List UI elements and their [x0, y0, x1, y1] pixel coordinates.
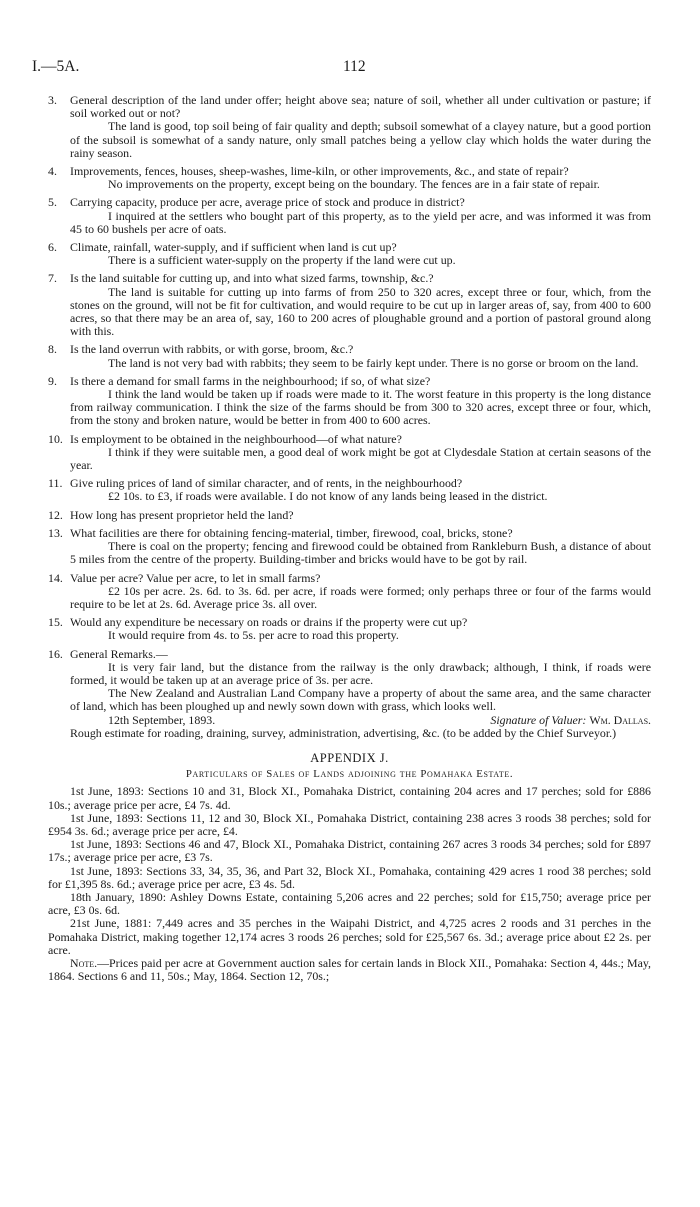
appendix-subtitle: Particulars of Sales of Lands adjoining the Pomahaka Estate.: [185, 768, 514, 781]
answer-block: [70, 254, 651, 267]
answer-paragraph: I think if they were suitable men, a good deal of work might be got at Clydesdale Station at certain seasons of the year.: [70, 444, 651, 473]
question-label: Is the land suitable for cutting up, and into what sized farms, township, &c.?: [70, 271, 434, 286]
question-text: [48, 165, 651, 178]
signature-label: Signature of Valuer:: [490, 712, 587, 727]
question-text: [48, 433, 651, 446]
question-item: [48, 94, 651, 160]
sales-list: [48, 785, 651, 957]
document-reference: I.—5A.: [32, 58, 80, 75]
question-label: Give ruling prices of land of similar character, and of rents, in the neighbourhood?: [70, 476, 463, 491]
question-number: 13.: [48, 525, 63, 540]
question-item: [48, 165, 651, 191]
answer-paragraph: It would require from 4s. to 5s. per acre to road this property.: [108, 628, 399, 643]
rough-estimate: Rough estimate for roading, draining, survey, administration, advertising, &c. (to be added by the Chief Surveyor.): [70, 725, 617, 740]
answer-block: [70, 585, 651, 611]
question-item: [48, 343, 651, 369]
sale-entry: 1st June, 1893: Sections 10 and 31, Block XI., Pomahaka District, containing 204 acres and 17 perches; sold for £886 10s.; average price per acre, £4 7s. 4d.: [48, 784, 651, 812]
question-number: 5.: [48, 195, 57, 210]
page-number: 112: [343, 58, 366, 75]
answer-block: [70, 357, 651, 370]
answer-block: [70, 178, 651, 191]
question-label: Would any expenditure be necessary on roads or drains if the property were cut up?: [70, 615, 468, 630]
question-item: [48, 196, 651, 236]
answer-paragraph: The New Zealand and Australian Land Company have a property of about the same area, and the same character of land, which has been ploughed up and newly sown down with grass, which looks well.: [70, 686, 651, 714]
answer-block: [70, 446, 651, 472]
question-label: Carrying capacity, produce per acre, average price of stock and produce in district?: [70, 195, 465, 210]
question-label: How long has present proprietor held the land?: [70, 507, 294, 522]
question-number: 3.: [48, 93, 57, 107]
valuer-name: Wm. Dallas.: [589, 712, 651, 727]
answer-paragraph: There is coal on the property; fencing and firewood could be obtained from Rankleburn Bush, a distance of about 5 miles from the centre of the property. Building-timber and bricks would have to be got by rail.: [70, 539, 651, 567]
question-label: Improvements, fences, houses, sheep-washes, lime-kiln, or other improvements, &c., and state of repair?: [70, 164, 569, 179]
question-item: [48, 527, 651, 567]
question-label: What facilities are there for obtaining fencing-material, timber, firewood, coal, bricks, stone?: [70, 525, 513, 540]
question-text: [48, 477, 651, 490]
question-number: 8.: [48, 342, 57, 357]
questionnaire: [48, 94, 651, 714]
question-text: [48, 527, 651, 540]
sale-entry: 18th January, 1890: Ashley Downs Estate, containing 5,206 acres and 22 perches; sold for £15,750; average price per acre, £3 0s. 6d.: [48, 889, 651, 918]
question-number: 15.: [48, 615, 63, 630]
answer-block: [70, 629, 651, 642]
question-number: 4.: [48, 164, 57, 179]
appendix-title: APPENDIX J.: [310, 750, 389, 765]
question-item: [48, 572, 651, 612]
question-label: Is there a demand for small farms in the neighbourhood; if so, of what size?: [70, 373, 431, 388]
page-header: [32, 58, 656, 80]
answer-block: [70, 210, 651, 236]
answer-paragraph: The land is suitable for cutting up into farms of from 250 to 320 acres, except three or four, which, from the stones on the ground, will not be fit for cultivation, and would require to be cut up in larger areas of, say, from 400 to 600 acres, so that there may be an area of, say, 160 to 200 acres of ploughable ground and a portion of pastoral ground along with this.: [70, 284, 651, 339]
sale-entry: 1st June, 1893: Sections 11, 12 and 30, Block XI., Pomahaka District, containing 238 acres 3 roods 38 perches; sold for £954 3s. 6d.; average price per acre, £4.: [48, 810, 651, 838]
question-item: [48, 375, 651, 428]
question-number: 10.: [48, 431, 63, 446]
signature-date: 12th September, 1893.: [108, 712, 216, 727]
answer-paragraph: The land is good, top soil being of fair quality and depth; subsoil somewhat of a clayey nature, but a good portion of the subsoil is somewhat of a sandy nature, only small patches being a yellow clay which holds the water during the rainy season.: [70, 119, 651, 160]
question-text: [48, 94, 651, 120]
question-text: [48, 616, 651, 629]
answer-block: [70, 661, 651, 714]
question-text: [48, 375, 651, 388]
question-number: 12.: [48, 507, 63, 522]
sale-entry: 21st June, 1881: 7,449 acres and 35 perches in the Waipahi District, and 4,725 acres 2 roods and 31 perches in the Pomahaka District, making together 12,174 acres 3 roods 26 perches; sold for £25,567 6s. 3d.; average price about £2 2s. per acre.: [48, 916, 651, 957]
question-number: 6.: [48, 240, 57, 255]
question-text: [48, 572, 651, 585]
question-item: [48, 509, 651, 522]
answer-paragraph: There is a sufficient water-supply on the property if the land were cut up.: [108, 253, 456, 268]
answer-block: [70, 286, 651, 339]
question-label: General description of the land under offer; height above sea; nature of soil, whether all under cultivation or pasture; if soil worked out or not?: [70, 93, 651, 121]
question-item: [48, 616, 651, 642]
question-number: 16.: [48, 646, 63, 661]
answer-paragraph: The land is not very bad with rabbits; they seem to be fairly kept under. There is no gorse or broom on the land.: [108, 355, 639, 370]
question-label: General Remarks.—: [70, 646, 168, 661]
question-item: [48, 433, 651, 473]
question-label: Climate, rainfall, water-supply, and if sufficient when land is cut up?: [70, 240, 397, 255]
question-number: 7.: [48, 271, 57, 286]
answer-block: [70, 388, 651, 428]
question-text: [48, 272, 651, 285]
question-label: Is employment to be obtained in the neighbourhood—of what nature?: [70, 431, 402, 446]
answer-paragraph: It is very fair land, but the distance from the railway is the only drawback; although, I think, if roads were formed, it would be taken up at an average price of 3s. per acre.: [70, 659, 651, 687]
question-text: [48, 509, 651, 522]
question-number: 9.: [48, 373, 57, 388]
question-text: [48, 648, 651, 661]
appendix-note: Note.—Prices paid per acre at Government auction sales for certain lands in Block XII., Pomahaka: Section 4, 44s.; May, 1864. Sections 6 and 11, 50s.; May, 1864. Section 12, 70s.;: [48, 955, 651, 984]
document-body: [48, 89, 651, 983]
question-text: [48, 196, 651, 209]
answer-paragraph: I think the land would be taken up if roads were made to it. The worst feature in this property is the long distance from railway communication. I think the size of the farms should be from 300 to 320 acres, except three or four, which, from the stony and broken nature, would be better in from 400 to 600 acres.: [70, 387, 651, 428]
question-item: [48, 241, 651, 267]
answer-paragraph: £2 10s. to £3, if roads were available. I do not know of any lands being leased in the district.: [108, 489, 548, 504]
answer-block: [70, 490, 651, 503]
question-item: [48, 477, 651, 503]
sale-entry: 1st June, 1893: Sections 33, 34, 35, 36, and Part 32, Block XI., Pomahaka, containing 429 acres 1 rood 38 perches; sold for £1,395 8s. 6d.; average price per acre, £3 4s. 5d.: [48, 863, 651, 891]
answer-paragraph: No improvements on the property, except being on the boundary. The fences are in a fair state of repair.: [108, 177, 600, 192]
answer-block: [70, 120, 651, 160]
question-number: 11.: [48, 476, 63, 491]
question-label: Value per acre? Value per acre, to let in small farms?: [70, 570, 321, 585]
question-item: [48, 272, 651, 338]
question-number: 14.: [48, 570, 63, 585]
question-text: [48, 241, 651, 254]
sale-entry: 1st June, 1893: Sections 46 and 47, Block XI., Pomahaka District, containing 267 acres 3 roods 34 perches; sold for £897 17s.; average price per acre, £3 7s.: [48, 837, 651, 865]
question-label: Is the land overrun with rabbits, or with gorse, broom, &c.?: [70, 342, 354, 357]
question-item: [48, 648, 651, 714]
answer-paragraph: I inquired at the settlers who bought part of this property, as to the yield per acre, and was informed it was from 45 to 60 bushels per acre of oats.: [70, 208, 651, 236]
answer-block: [70, 540, 651, 566]
question-text: [48, 343, 651, 356]
answer-paragraph: £2 10s per acre. 2s. 6d. to 3s. 6d. per acre, if roads were formed; only perhaps three or four of the farms would require to be let at 2s. 6d. Average price 3s. all over.: [70, 583, 651, 611]
